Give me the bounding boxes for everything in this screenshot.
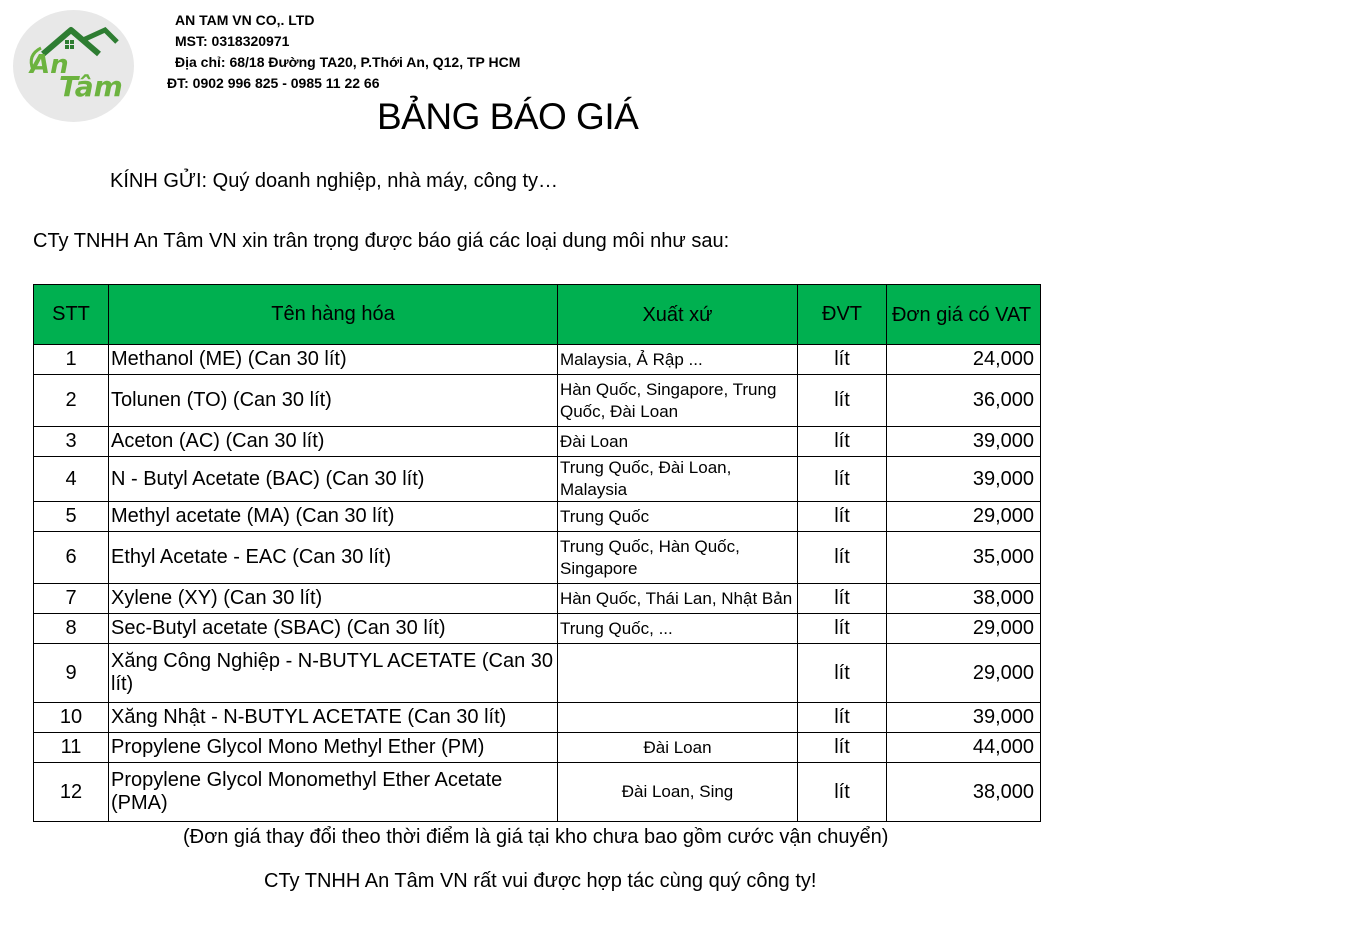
cell-stt: 8 xyxy=(34,614,109,644)
cell-unit: lít xyxy=(798,703,887,733)
table-row xyxy=(34,427,1041,457)
table-row xyxy=(34,457,1041,502)
cell-origin xyxy=(558,644,798,703)
table-header-row xyxy=(34,285,1041,345)
price-table xyxy=(33,284,1041,822)
cell-origin: Đài Loan, Sing xyxy=(558,763,798,822)
cell-name: Tolunen (TO) (Can 30 lít) xyxy=(109,375,558,427)
cell-unit: lít xyxy=(798,345,887,375)
cell-name: Sec-Butyl acetate (SBAC) (Can 30 lít) xyxy=(109,614,558,644)
cell-stt: 4 xyxy=(34,457,109,502)
cell-price: 39,000 xyxy=(887,427,1041,457)
cell-name: Xăng Nhật - N-BUTYL ACETATE (Can 30 lít) xyxy=(109,703,558,733)
page-title: BẢNG BÁO GIÁ xyxy=(377,96,639,137)
cell-name: N - Butyl Acetate (BAC) (Can 30 lít) xyxy=(109,457,558,502)
cell-name: Xylene (XY) (Can 30 lít) xyxy=(109,584,558,614)
cell-price: 38,000 xyxy=(887,763,1041,822)
logo-line-1: An xyxy=(30,50,69,80)
cell-name: Methanol (ME) (Can 30 lít) xyxy=(109,345,558,375)
header-stt: STT xyxy=(34,285,109,345)
company-info xyxy=(167,10,521,94)
cell-stt: 11 xyxy=(34,733,109,763)
company-address: Địa chỉ: 68/18 Đường TA20, P.Thới An, Q12, TP HCM xyxy=(175,54,521,70)
intro-text: CTy TNHH An Tâm VN xin trân trọng được báo giá các loại dung môi như sau: xyxy=(33,230,730,252)
cell-name: Propylene Glycol Mono Methyl Ether (PM) xyxy=(109,733,558,763)
cell-origin: Malaysia, Ả Rập ... xyxy=(558,345,798,375)
cell-unit: lít xyxy=(798,614,887,644)
table-row xyxy=(34,733,1041,763)
cell-stt: 2 xyxy=(34,375,109,427)
cell-price: 29,000 xyxy=(887,614,1041,644)
cell-name: Xăng Công Nghiệp - N-BUTYL ACETATE (Can 30 lít) xyxy=(109,644,558,703)
cell-origin xyxy=(558,703,798,733)
logo-wordmark xyxy=(13,10,134,122)
table-row xyxy=(34,502,1041,532)
cell-origin: Trung Quốc, Đài Loan, Malaysia xyxy=(558,457,798,502)
header-unit: ĐVT xyxy=(798,285,887,345)
logo-line-2: Tâm xyxy=(59,70,123,103)
cell-stt: 1 xyxy=(34,345,109,375)
cell-unit: lít xyxy=(798,733,887,763)
cell-name: Propylene Glycol Monomethyl Ether Acetate (PMA) xyxy=(109,763,558,822)
cell-origin: Trung Quốc, ... xyxy=(558,614,798,644)
cell-price: 44,000 xyxy=(887,733,1041,763)
cell-price: 29,000 xyxy=(887,502,1041,532)
table-row xyxy=(34,644,1041,703)
cell-unit: lít xyxy=(798,375,887,427)
cell-origin: Đài Loan xyxy=(558,427,798,457)
cell-price: 39,000 xyxy=(887,457,1041,502)
cell-origin: Đài Loan xyxy=(558,733,798,763)
closing-text: CTy TNHH An Tâm VN rất vui được hợp tác cùng quý công ty! xyxy=(264,870,817,892)
table-row xyxy=(34,703,1041,733)
header-origin: Xuất xứ xyxy=(558,285,798,345)
cell-stt: 6 xyxy=(34,532,109,584)
cell-origin: Hàn Quốc, Thái Lan, Nhật Bản xyxy=(558,584,798,614)
table-row xyxy=(34,532,1041,584)
cell-unit: lít xyxy=(798,584,887,614)
table-row xyxy=(34,375,1041,427)
cell-origin: Hàn Quốc, Singapore, Trung Quốc, Đài Loan xyxy=(558,375,798,427)
cell-unit: lít xyxy=(798,502,887,532)
cell-name: Ethyl Acetate - EAC (Can 30 lít) xyxy=(109,532,558,584)
header-name: Tên hàng hóa xyxy=(109,285,558,345)
cell-origin: Trung Quốc xyxy=(558,502,798,532)
cell-unit: lít xyxy=(798,532,887,584)
company-phone: ĐT: 0902 996 825 - 0985 11 22 66 xyxy=(167,75,380,91)
cell-price: 35,000 xyxy=(887,532,1041,584)
cell-stt: 5 xyxy=(34,502,109,532)
footnote: (Đơn giá thay đổi theo thời điểm là giá tại kho chưa bao gồm cước vận chuyển) xyxy=(183,826,889,848)
cell-price: 39,000 xyxy=(887,703,1041,733)
cell-price: 38,000 xyxy=(887,584,1041,614)
table-row xyxy=(34,763,1041,822)
cell-price: 29,000 xyxy=(887,644,1041,703)
company-tax-id: MST: 0318320971 xyxy=(175,33,290,49)
cell-unit: lít xyxy=(798,644,887,703)
table-row xyxy=(34,584,1041,614)
cell-name: Methyl acetate (MA) (Can 30 lít) xyxy=(109,502,558,532)
table-row xyxy=(34,345,1041,375)
company-name: AN TAM VN CO,. LTD xyxy=(175,12,315,28)
table-row xyxy=(34,614,1041,644)
cell-stt: 10 xyxy=(34,703,109,733)
cell-origin: Trung Quốc, Hàn Quốc, Singapore xyxy=(558,532,798,584)
cell-stt: 12 xyxy=(34,763,109,822)
cell-price: 24,000 xyxy=(887,345,1041,375)
greeting: KÍNH GỬI: Quý doanh nghiệp, nhà máy, công ty… xyxy=(110,170,559,192)
company-logo xyxy=(13,10,134,122)
cell-price: 36,000 xyxy=(887,375,1041,427)
header-price: Đơn giá có VAT xyxy=(887,285,1041,345)
cell-stt: 3 xyxy=(34,427,109,457)
cell-unit: lít xyxy=(798,457,887,502)
cell-unit: lít xyxy=(798,427,887,457)
cell-stt: 7 xyxy=(34,584,109,614)
cell-stt: 9 xyxy=(34,644,109,703)
cell-name: Aceton (AC) (Can 30 lít) xyxy=(109,427,558,457)
cell-unit: lít xyxy=(798,763,887,822)
